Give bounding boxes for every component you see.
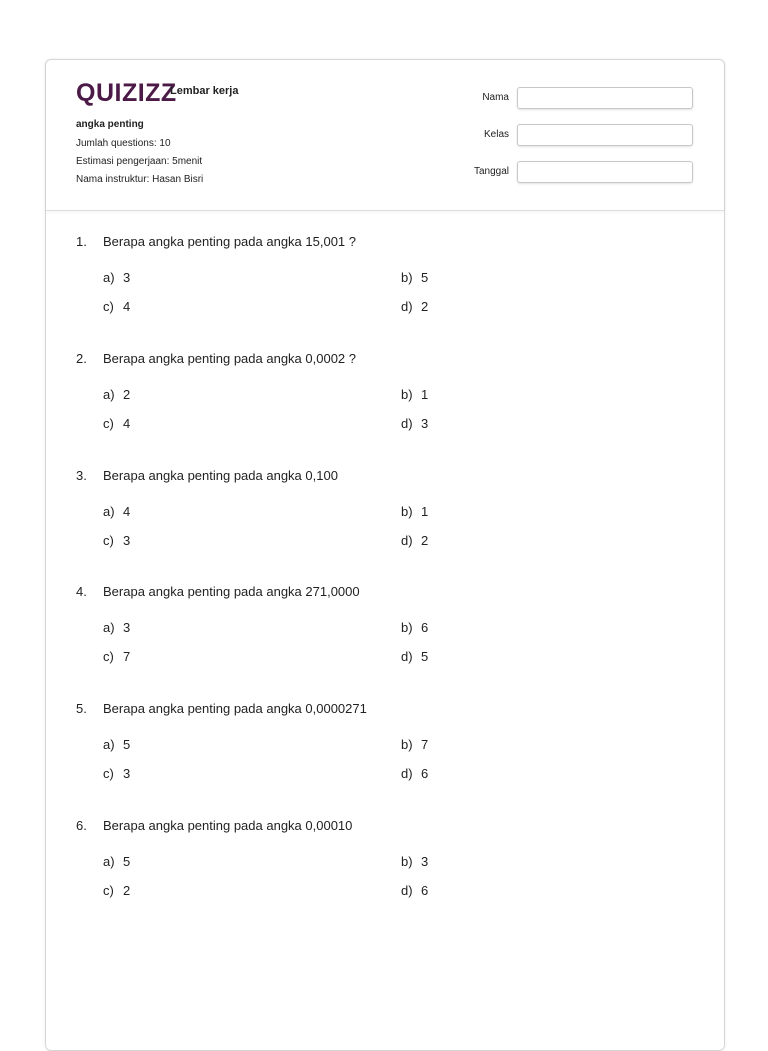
option-d (401, 533, 428, 548)
option-text: 3 (421, 854, 429, 869)
question-text (76, 701, 367, 716)
option-letter: b) (401, 387, 413, 402)
question-number: 1. (76, 234, 87, 249)
question-prompt: Berapa angka penting pada angka 271,0000 (103, 584, 360, 599)
option-text: 2 (421, 299, 429, 314)
option-letter: c) (103, 649, 114, 664)
question-prompt: Berapa angka penting pada angka 15,001 ? (103, 234, 356, 249)
option-letter: b) (401, 270, 413, 285)
option-c (103, 883, 130, 898)
question-prompt: Berapa angka penting pada angka 0,00010 (103, 818, 353, 833)
name-field[interactable] (517, 87, 693, 109)
option-letter: a) (103, 504, 115, 519)
option-d (401, 649, 428, 664)
option-c (103, 649, 130, 664)
question-count: Jumlah questions: 10 (76, 138, 171, 149)
worksheet-page (45, 59, 725, 1051)
option-text: 1 (421, 504, 429, 519)
class-field[interactable] (517, 124, 693, 146)
question-number: 4. (76, 584, 87, 599)
class-label: Kelas (483, 129, 509, 140)
question-text (76, 234, 356, 249)
option-letter: d) (401, 299, 413, 314)
option-a (103, 620, 130, 635)
question-text (76, 468, 338, 483)
option-letter: d) (401, 766, 413, 781)
option-text: 5 (123, 737, 131, 752)
question-text (76, 818, 352, 833)
option-letter: b) (401, 737, 413, 752)
option-c (103, 766, 130, 781)
option-text: 4 (123, 299, 131, 314)
name-label: Nama (482, 92, 509, 103)
quizizz-logo: QUIZIZZ (76, 79, 177, 107)
option-text: 1 (421, 387, 429, 402)
option-text: 5 (421, 270, 429, 285)
option-a (103, 387, 130, 402)
option-text: 5 (123, 854, 131, 869)
question-prompt: Berapa angka penting pada angka 0,100 (103, 468, 338, 483)
option-d (401, 416, 428, 431)
option-a (103, 854, 130, 869)
question-text (76, 351, 356, 366)
option-b (401, 620, 428, 635)
option-letter: a) (103, 737, 115, 752)
option-a (103, 270, 130, 285)
worksheet-header (46, 60, 724, 211)
option-letter: c) (103, 416, 114, 431)
option-text: 2 (421, 533, 429, 548)
sheet-type-label: Lembar kerja (170, 85, 239, 97)
option-letter: d) (401, 649, 413, 664)
option-letter: a) (103, 620, 115, 635)
option-text: 3 (123, 533, 131, 548)
option-text: 7 (421, 737, 429, 752)
option-text: 3 (123, 620, 131, 635)
option-letter: d) (401, 533, 413, 548)
option-letter: c) (103, 883, 114, 898)
option-letter: a) (103, 854, 115, 869)
option-c (103, 533, 130, 548)
question-prompt: Berapa angka penting pada angka 0,0000271 (103, 701, 367, 716)
option-letter: b) (401, 620, 413, 635)
option-text: 6 (421, 620, 429, 635)
question-text (76, 584, 360, 599)
option-letter: c) (103, 766, 114, 781)
question-number: 5. (76, 701, 87, 716)
option-letter: a) (103, 387, 115, 402)
option-text: 4 (123, 504, 131, 519)
option-text: 3 (123, 766, 131, 781)
date-field[interactable] (517, 161, 693, 183)
option-a (103, 737, 130, 752)
option-letter: b) (401, 854, 413, 869)
option-letter: c) (103, 299, 114, 314)
option-text: 2 (123, 387, 131, 402)
option-text: 3 (123, 270, 131, 285)
option-d (401, 766, 428, 781)
option-letter: a) (103, 270, 115, 285)
option-letter: d) (401, 416, 413, 431)
option-text: 5 (421, 649, 429, 664)
option-letter: d) (401, 883, 413, 898)
question-number: 6. (76, 818, 87, 833)
option-letter: b) (401, 504, 413, 519)
option-b (401, 504, 428, 519)
time-estimate: Estimasi pengerjaan: 5menit (76, 156, 203, 167)
option-b (401, 854, 428, 869)
date-label: Tanggal (473, 166, 509, 177)
option-b (401, 737, 428, 752)
option-letter: c) (103, 533, 114, 548)
option-text: 3 (421, 416, 429, 431)
option-b (401, 387, 428, 402)
instructor-name: Nama instruktur: Hasan Bisri (76, 174, 204, 185)
option-c (103, 416, 130, 431)
option-text: 2 (123, 883, 131, 898)
option-c (103, 299, 130, 314)
option-text: 6 (421, 766, 429, 781)
question-number: 2. (76, 351, 87, 366)
option-d (401, 883, 428, 898)
option-text: 7 (123, 649, 131, 664)
option-a (103, 504, 130, 519)
option-d (401, 299, 428, 314)
question-prompt: Berapa angka penting pada angka 0,0002 ? (103, 351, 356, 366)
option-b (401, 270, 428, 285)
option-text: 4 (123, 416, 131, 431)
option-text: 6 (421, 883, 429, 898)
question-number: 3. (76, 468, 87, 483)
quiz-title: angka penting (76, 119, 144, 130)
